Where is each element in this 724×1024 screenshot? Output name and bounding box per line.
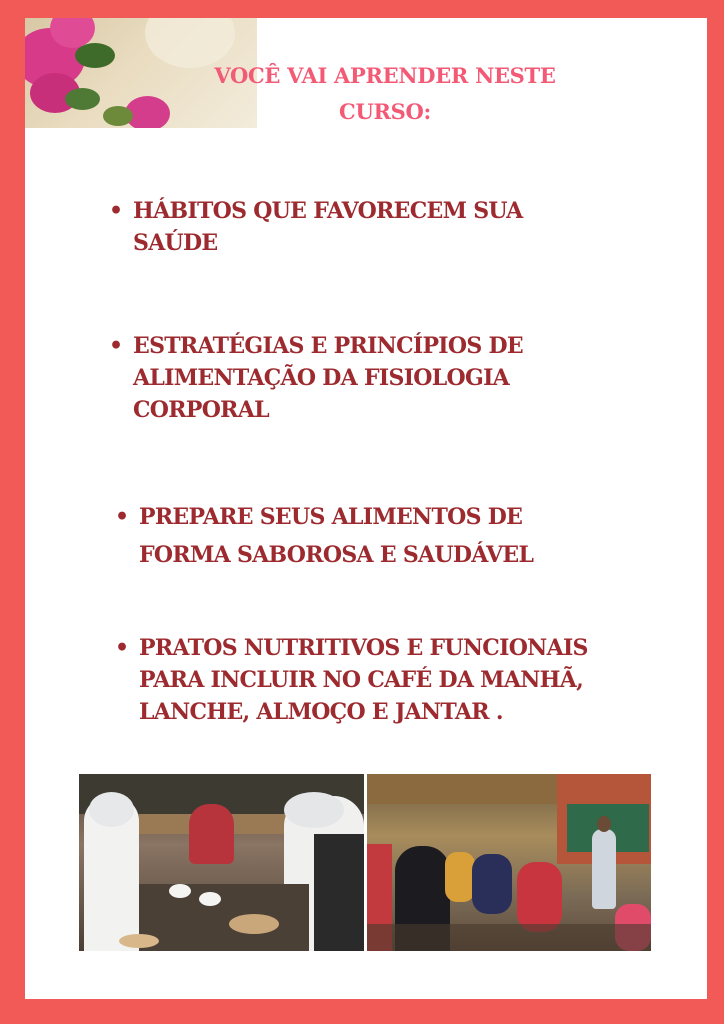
cooking-class-photo — [79, 774, 364, 951]
list-item-text: SAÚDE — [133, 230, 218, 256]
list-item-text: ESTRATÉGIAS E PRINCÍPIOS DE — [133, 333, 523, 359]
title-line-1: VOCÊ VAI APRENDER NESTE — [214, 63, 556, 88]
list-item-text: PRATOS NUTRITIVOS E FUNCIONAIS — [139, 635, 588, 661]
photo-strip — [79, 774, 651, 951]
page-title — [165, 58, 605, 130]
bullet-dot: • — [115, 635, 129, 661]
bullet-dot: • — [109, 333, 123, 359]
list-item — [109, 330, 523, 426]
list-item-text: PREPARE SEUS ALIMENTOS DE — [139, 504, 523, 530]
list-item-text: LANCHE, ALMOÇO E JANTAR . — [139, 699, 503, 725]
lecture-class-photo — [367, 774, 651, 951]
list-item — [115, 632, 588, 728]
bullet-dot: • — [109, 198, 123, 224]
title-line-2: CURSO: — [339, 99, 431, 124]
list-item-text: PARA INCLUIR NO CAFÉ DA MANHÃ, — [139, 667, 584, 693]
list-item-text: ALIMENTAÇÃO DA FISIOLOGIA — [133, 365, 510, 391]
list-item-text: CORPORAL — [133, 397, 269, 423]
list-item — [109, 195, 523, 259]
list-item-text: FORMA SABOROSA E SAUDÁVEL — [139, 542, 534, 568]
flyer-page — [25, 18, 707, 999]
bullet-dot: • — [115, 504, 129, 530]
list-item — [115, 498, 534, 574]
list-item-text: HÁBITOS QUE FAVORECEM SUA — [133, 198, 523, 224]
